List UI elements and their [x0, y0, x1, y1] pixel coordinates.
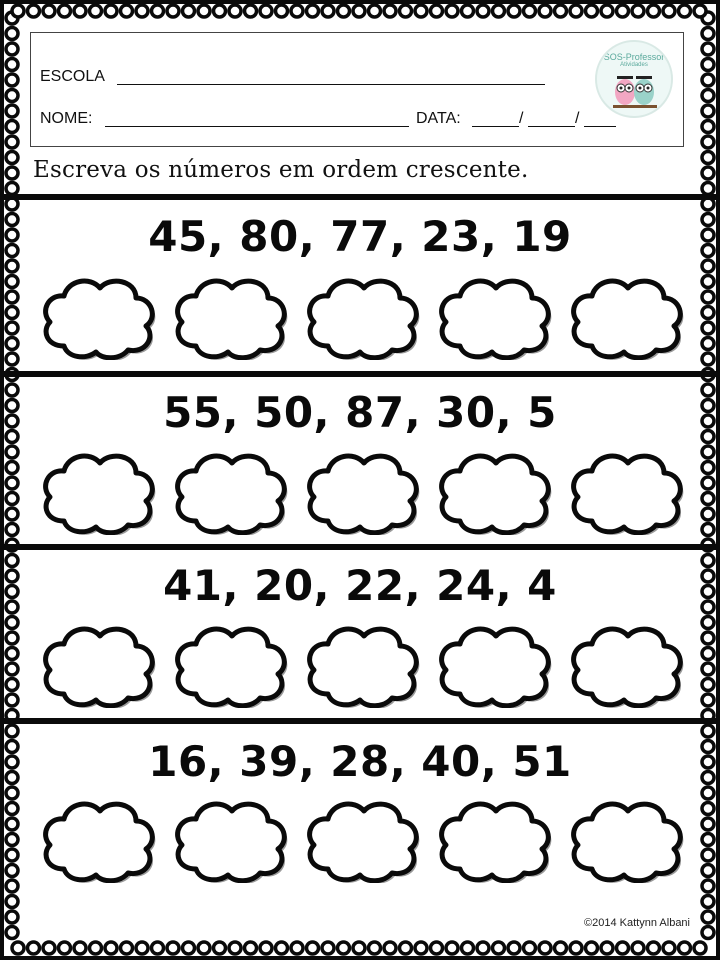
answer-cloud-box[interactable] — [40, 449, 156, 535]
answer-cloud-box[interactable] — [40, 797, 156, 883]
number-sequence-4: 16, 39, 28, 40, 51 — [148, 737, 572, 786]
answer-cloud-box[interactable] — [172, 797, 288, 883]
date-label: DATA: — [416, 110, 461, 127]
logo-text: SOS-Professor — [603, 52, 665, 62]
answer-cloud-box[interactable] — [568, 622, 684, 708]
header-box — [30, 32, 684, 147]
answer-cloud-box[interactable] — [304, 622, 420, 708]
answer-cloud-box[interactable] — [40, 274, 156, 360]
sos-professor-logo — [595, 40, 673, 118]
answer-cloud-box[interactable] — [304, 797, 420, 883]
answer-cloud-box[interactable] — [172, 622, 288, 708]
answer-cloud-box[interactable] — [568, 797, 684, 883]
answer-cloud-box[interactable] — [436, 274, 552, 360]
name-input-line[interactable] — [105, 126, 409, 127]
date-slash-1: / — [519, 110, 524, 127]
answer-cloud-box[interactable] — [568, 274, 684, 360]
band-divider — [0, 371, 720, 377]
answer-cloud-box[interactable] — [436, 797, 552, 883]
number-sequence-1: 45, 80, 77, 23, 19 — [148, 212, 572, 261]
name-label: NOME: — [40, 110, 93, 127]
school-label: ESCOLA — [40, 68, 105, 85]
answer-cloud-box[interactable] — [172, 274, 288, 360]
answer-cloud-box[interactable] — [436, 449, 552, 535]
copyright-text: ©2014 Kattynn Albani — [584, 917, 690, 929]
answer-cloud-box[interactable] — [304, 449, 420, 535]
band-divider — [0, 194, 720, 200]
number-sequence-2: 55, 50, 87, 30, 5 — [163, 388, 557, 437]
school-input-line[interactable] — [117, 84, 545, 85]
logo-subtext: Atividades — [620, 62, 648, 68]
answer-cloud-box[interactable] — [436, 622, 552, 708]
answer-cloud-box[interactable] — [172, 449, 288, 535]
answer-cloud-box[interactable] — [568, 449, 684, 535]
date-slash-2: / — [575, 110, 580, 127]
band-divider — [0, 544, 720, 550]
band-divider — [0, 718, 720, 724]
instruction-text: Escreva os números em ordem crescente. — [33, 157, 529, 183]
answer-cloud-box[interactable] — [304, 274, 420, 360]
owl-icon — [597, 42, 671, 116]
date-day-line[interactable] — [472, 126, 519, 127]
date-year-line[interactable] — [584, 126, 616, 127]
number-sequence-3: 41, 20, 22, 24, 4 — [163, 561, 557, 610]
answer-cloud-box[interactable] — [40, 622, 156, 708]
date-month-line[interactable] — [528, 126, 575, 127]
